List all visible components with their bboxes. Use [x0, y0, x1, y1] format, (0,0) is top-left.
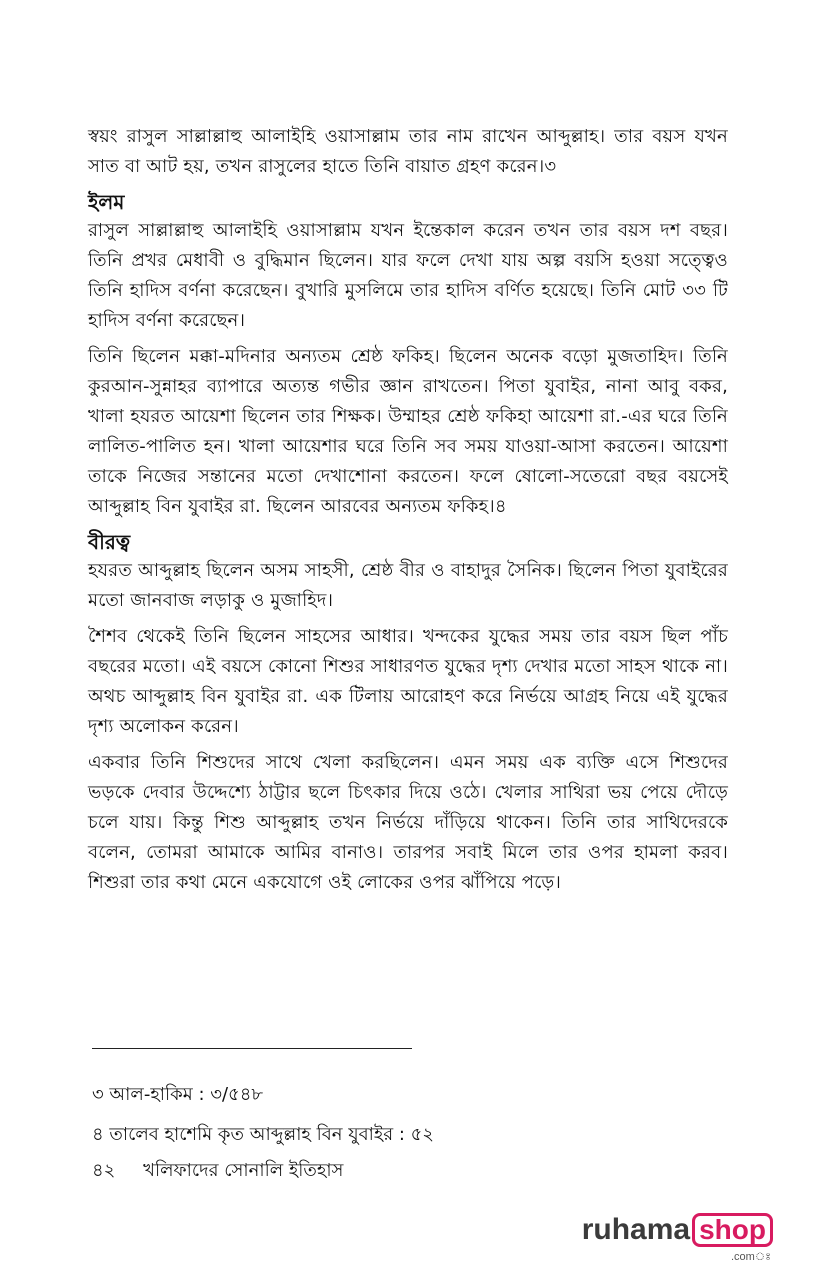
section-heading-birotto: বীরত্ব: [88, 530, 131, 554]
paragraph-3: তিনি ছিলেন মক্কা-মদিনার অন্যতম শ্রেষ্ঠ ফকিহ। ছিলেন অনেক বড়ো মুজতাহিদ। তিনি কুরআন-সুন্নাহর ব্যাপারে অত্যন্ত গভীর জ্ঞান রাখতেন। পিতা যুবাইর, নানা আবু বকর, খালা হযরত আয়েশা ছিলেন তার শিক্ষক। উম্মাহর শ্রেষ্ঠ ফকিহা আয়েশা রা.-এর ঘরে তিনি লালিত-পালিত হন। খালা আয়েশার ঘরে তিনি সব সময় যাওয়া-আসা করতেন। আয়েশা তাকে নিজের সন্তানের মতো দেখাশোনা করতেন। ফলে ষোলো-সতেরো বছর বয়সেই আব্দুল্লাহ বিন যুবাইর রা. ছিলেন আরবের অন্যতম ফকিহ।৪: [88, 346, 728, 517]
footnote-4: ৪ তালেব হাশেমি কৃত আব্দুল্লাহ বিন যুবাইর : ৫২: [92, 1124, 434, 1145]
running-footer: [92, 1158, 343, 1184]
ruhamashop-logo: [581, 1213, 773, 1263]
footnote-divider: [92, 1048, 412, 1049]
paragraph-4: হযরত আব্দুল্লাহ ছিলেন অসম সাহসী, শ্রেষ্ঠ বীর ও বাহাদুর সৈনিক। ছিলেন পিতা যুবাইরের মতো জানবাজ লড়াকু ও মুজাহিদ।: [88, 560, 728, 611]
page-number: ৪২: [92, 1160, 116, 1181]
paragraph-5: শৈশব থেকেই তিনি ছিলেন সাহসের আধার। খন্দকের যুদ্ধের সময় তার বয়স ছিল পাঁচ বছরের মতো। এই বয়সে কোনো শিশুর সাধারণত যুদ্ধের দৃশ্য দেখার মতো সাহস থাকে না। অথচ আব্দুল্লাহ বিন যুবাইর রা. এক টিলায় আরোহণ করে নির্ভয়ে আগ্রহ নিয়ে এই যুদ্ধের দৃশ্য অলোকন করেন।: [88, 626, 728, 737]
book-title: খলিফাদের সোনালি ইতিহাস: [143, 1160, 344, 1181]
paragraph-1: স্বয়ং রাসুল সাল্লাল্লাহু আলাইহি ওয়াসাল্লাম তার নাম রাখেন আব্দুল্লাহ। তার বয়স যখন সাত বা আট হয়, তখন রাসুলের হাতে তিনি বায়াত গ্রহণ করেন।৩: [88, 126, 728, 177]
footnote-3: ৩ আল-হাকিম : ৩/৫৪৮: [92, 1084, 264, 1105]
paragraph-2: রাসুল সাল্লাল্লাহু আলাইহি ওয়াসাল্লাম যখন ইন্তেকাল করেন তখন তার বয়স দশ বছর। তিনি প্রখর মেধাবী ও বুদ্ধিমান ছিলেন। যার ফলে দেখা যায় অল্প বয়সি হওয়া সত্ত্বেও তিনি হাদিস বর্ণনা করেছেন। বুখারি মুসলিমে তার হাদিস বর্ণিত হয়েছে। তিনি মোট ৩৩ টি হাদিস বর্ণনা করেছেন।: [88, 220, 728, 331]
logo-text-ruhama: ruhama: [581, 1213, 691, 1246]
logo-text-domain: .comঃ: [730, 1251, 771, 1263]
logo-text-shop: shop: [692, 1213, 773, 1247]
paragraph-6: একবার তিনি শিশুদের সাথে খেলা করছিলেন। এমন সময় এক ব্যক্তি এসে শিশুদের ভড়কে দেবার উদ্দেশ্যে ঠাট্টার ছলে চিৎকার দিয়ে ওঠে। খেলার সাথিরা ভয় পেয়ে দৌড়ে চলে যায়। কিন্তু শিশু আব্দুল্লাহ তখন নির্ভয়ে দাঁড়িয়ে থাকেন। তিনি তার সাথিদেরকে বলেন, তোমরা আমাকে আমির বানাও। তারপর সবাই মিলে তার ওপর হামলা করব। শিশুরা তার কথা মেনে একযোগে ওই লোকের ওপর ঝাঁপিয়ে পড়ে।: [88, 752, 728, 893]
section-heading-ilm: ইলম: [88, 190, 125, 214]
page-body: [88, 122, 728, 904]
